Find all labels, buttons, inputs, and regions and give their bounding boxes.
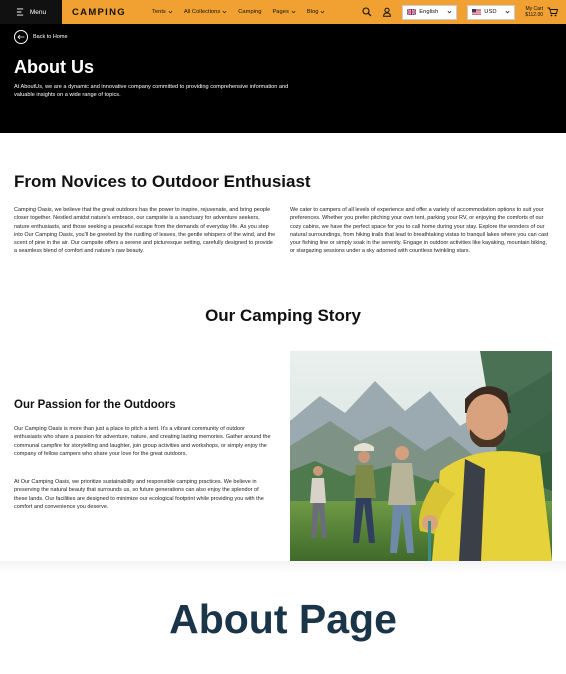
page-title: About Us: [14, 57, 94, 77]
nav-label: Tents: [151, 9, 166, 15]
header-tools: [362, 5, 566, 20]
chevron-down-icon: [168, 10, 173, 14]
currency-value: USD: [484, 9, 497, 15]
nav-item-tents[interactable]: [152, 9, 173, 15]
nav-label: Pages: [272, 9, 289, 15]
hikers-photo: [290, 351, 552, 561]
cart-icon: [547, 7, 558, 17]
section-divider: [0, 561, 566, 575]
chevron-down-icon: [447, 10, 452, 14]
passion-paragraph-2: At Our Camping Oasis, we prioritize sustainability and responsible camping practices. We believe in preserving the natural beauty that surrounds us, so future generations can also enjoy the splendor of these lands. Our facilities are designed to minimize our ecological footprint while providing you with the comfort and convenience you deserve.: [14, 479, 264, 510]
novices-column-right: We cater to campers of all levels of experience and offer a variety of accommodation options to suit your preferences. Whether you prefer pitching your own tent, parking your RV, or enjoying the comforts of our cozy cabins, we have the perfect space for you to call home during your stay. Explore the wonders of our natural surroundings, from hiking trails that lead to breathtaking vistas to tranquil lakes where you can cast your fishing line or simply soak in the serenity. Engage in outdoor activities like kayaking, mountain biking, or stargazing sessions under a sky adorned with countless twinkling stars.: [290, 207, 549, 255]
chevron-down-icon: [222, 10, 227, 14]
back-arrow-icon: [14, 30, 28, 44]
cart-total: $112.00: [525, 12, 543, 18]
user-icon[interactable]: [382, 7, 392, 17]
chevron-down-icon: [505, 10, 510, 14]
menu-button[interactable]: [0, 0, 62, 24]
back-label: Back to Home: [33, 34, 68, 40]
cart-label: My Cart: [525, 6, 543, 12]
main-nav: [152, 9, 326, 15]
back-to-home-link[interactable]: [14, 30, 68, 44]
novices-column-left: Camping Oasis, we believe that the great outdoors has the power to inspire, rejuvenate, and bring people closer together. Nestled amidst nature's embrace, our campsite is a sanctuary for adventure seekers, nature enthusiasts, and those seeking a peaceful escape from the demands of everyday life. As you step into Our Camping Oasis, you'll be greeted by the rustling of leaves, the gentle whispers of the wind, and the scent of pine in the air. Our campsite offers a serene and picturesque setting, carefully designed to provide a seamless blend of comfort and nature's raw beauty.: [14, 207, 276, 255]
currency-select[interactable]: [467, 5, 515, 20]
cart-button[interactable]: [525, 6, 558, 18]
menu-icon: [16, 8, 25, 16]
search-icon[interactable]: [362, 7, 372, 17]
hero-description: At AboutUs, we are a dynamic and innovative company committed to providing comprehensive information and valuable insights on a wide range of topics.: [14, 84, 289, 98]
cart-summary: [525, 6, 543, 18]
hero-banner: [0, 24, 566, 133]
about-page-caption: About Page: [169, 596, 397, 642]
section-title-story: Our Camping Story: [205, 306, 361, 325]
nav-item-pages[interactable]: [272, 9, 295, 15]
nav-label: All Collections: [183, 9, 221, 15]
language-value: English: [419, 9, 439, 15]
uk-flag-icon: [407, 9, 416, 15]
nav-label: Blog: [306, 9, 319, 15]
nav-item-blog[interactable]: [307, 9, 326, 15]
menu-label: Menu: [29, 8, 47, 16]
chevron-down-icon: [320, 10, 325, 14]
us-flag-icon: [472, 9, 481, 15]
language-select[interactable]: [402, 5, 457, 20]
brand-logo[interactable]: CAMPING: [72, 6, 126, 18]
top-navigation-bar: [0, 0, 566, 24]
passion-paragraph-1: Our Camping Oasis is more than just a place to pitch a tent. It's a vibrant community of outdoor enthusiasts who share a passion for adventure, nature, and creating lasting memories. Gather around the communal campfire for storytelling and laughter, join group activities and workshops, or simply enjoy the company of fellow campers who share your love for the great outdoors.: [14, 426, 271, 457]
passion-title: Our Passion for the Outdoors: [14, 399, 176, 411]
section-title-novices: From Novices to Outdoor Enthusiast: [14, 172, 311, 191]
nav-item-all-collections[interactable]: [184, 9, 227, 15]
nav-item-camping[interactable]: [238, 9, 261, 15]
nav-label: Camping: [238, 9, 262, 15]
chevron-down-icon: [291, 10, 296, 14]
